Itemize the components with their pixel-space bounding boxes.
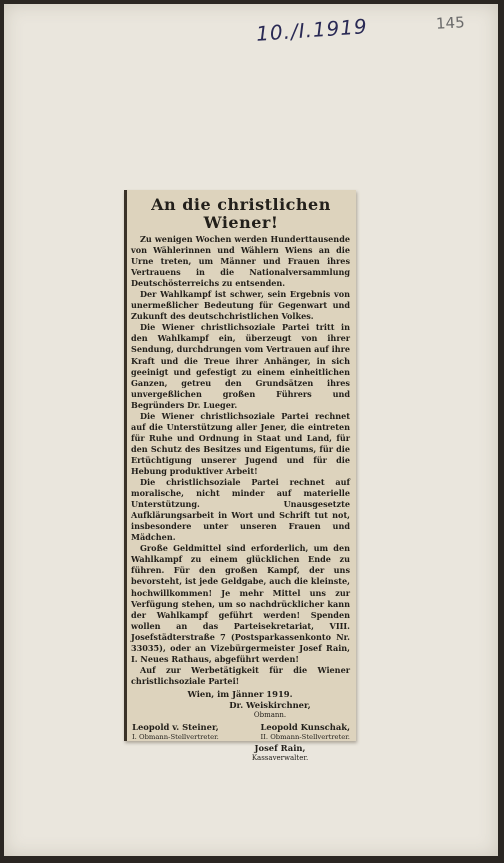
treasurer-role: Kassaverwalter. [251,753,309,762]
treasurer-name: Josef Rain, [254,742,306,753]
paragraph: Zu wenigen Wochen werden Hunderttausende von Wählerinnen und Wählern Wiens an die Urne treten, um Männer und Frauen ihres Vertrauens in die Nationalversammlung Deutschösterreichs zu entsenden. [131,234,350,289]
first-deputy [132,722,219,742]
paragraph: Auf zur Werbetätigkeit für die Wiener christlichsoziale Partei! [131,664,350,686]
second-deputy-name: Leopold Kunschak, [260,721,350,732]
paragraph: Die Wiener christlichsoziale Partei rechnet auf die Unterstützung aller Jener, die eintreten für Ruhe und Ordnung in Staat und Land, für den Schutz des Besitzes und Eigentums, für die Ertüchtigung unserer Jugend und für die Hebung produktiver Arbeit! [131,410,350,476]
signature-block [124,700,356,763]
archive-page [4,4,498,856]
chair-role: Obmann. [253,710,287,719]
chair-name: Dr. Weiskirchner, [229,699,311,710]
first-deputy-name: Leopold v. Steiner, [132,721,219,732]
treasurer [204,743,356,763]
page-number: 145 [435,13,466,33]
second-deputy [260,722,350,742]
article-body [131,234,350,687]
headline: An die christlichen Wiener! [151,195,331,232]
dateline: Wien, im Jänner 1919. [187,688,293,699]
newspaper-clipping [124,190,356,762]
handwritten-date: 10./I.1919 [255,14,369,46]
paragraph: Große Geldmittel sind erforderlich, um den Wahlkampf zu einem glücklichen Ende zu führen. Für den großen Kampf, der uns bevorsteht, ist jede Geldgabe, auch die kleinste, hochwillkommen! Je mehr Mittel uns zur Verfügung stehen, um so nachdrücklicher kann der Wahlkampf geführt werden! Spenden wollen an das Parteisekretariat, VIII. Josefstädterstraße 7 (Postsparkassenkonto Nr. 33035), oder an Vizebürgermeister Josef Rain, I. Neues Rathaus, abgeführt werden! [131,543,350,664]
paragraph: Der Wahlkampf ist schwer, sein Ergebnis von unermeßlicher Bedeutung für Gegenwart und Zukunft des deutschchristlichen Volkes. [131,289,350,322]
clipping-edge [124,190,127,741]
first-deputy-role: I. Obmann-Stellvertreter. [132,732,219,741]
paragraph: Die christlichsoziale Partei rechnet auf moralische, nicht minder auf materielle Unterstützung. Unausgesetzte Aufklärungsarbeit in Wort und Schrift tut not, insbesondere unter unseren Frauen und Mädchen. [131,477,350,543]
second-deputy-role: II. Obmann-Stellvertreter. [260,732,350,741]
deputies-row [132,722,350,742]
paragraph: Die Wiener christlichsoziale Partei tritt in den Wahlkampf ein, überzeugt von ihrer Sendung, durchdrungen vom Vertrauen auf ihre Kraft und die Treue ihrer Anhänger, in sich geeinigt und gefestigt zu einem einheitlichen Ganzen, getreu den Grundsätzen ihres unvergeßlichen großen Führers und Begründers Dr. Lueger. [131,322,350,410]
